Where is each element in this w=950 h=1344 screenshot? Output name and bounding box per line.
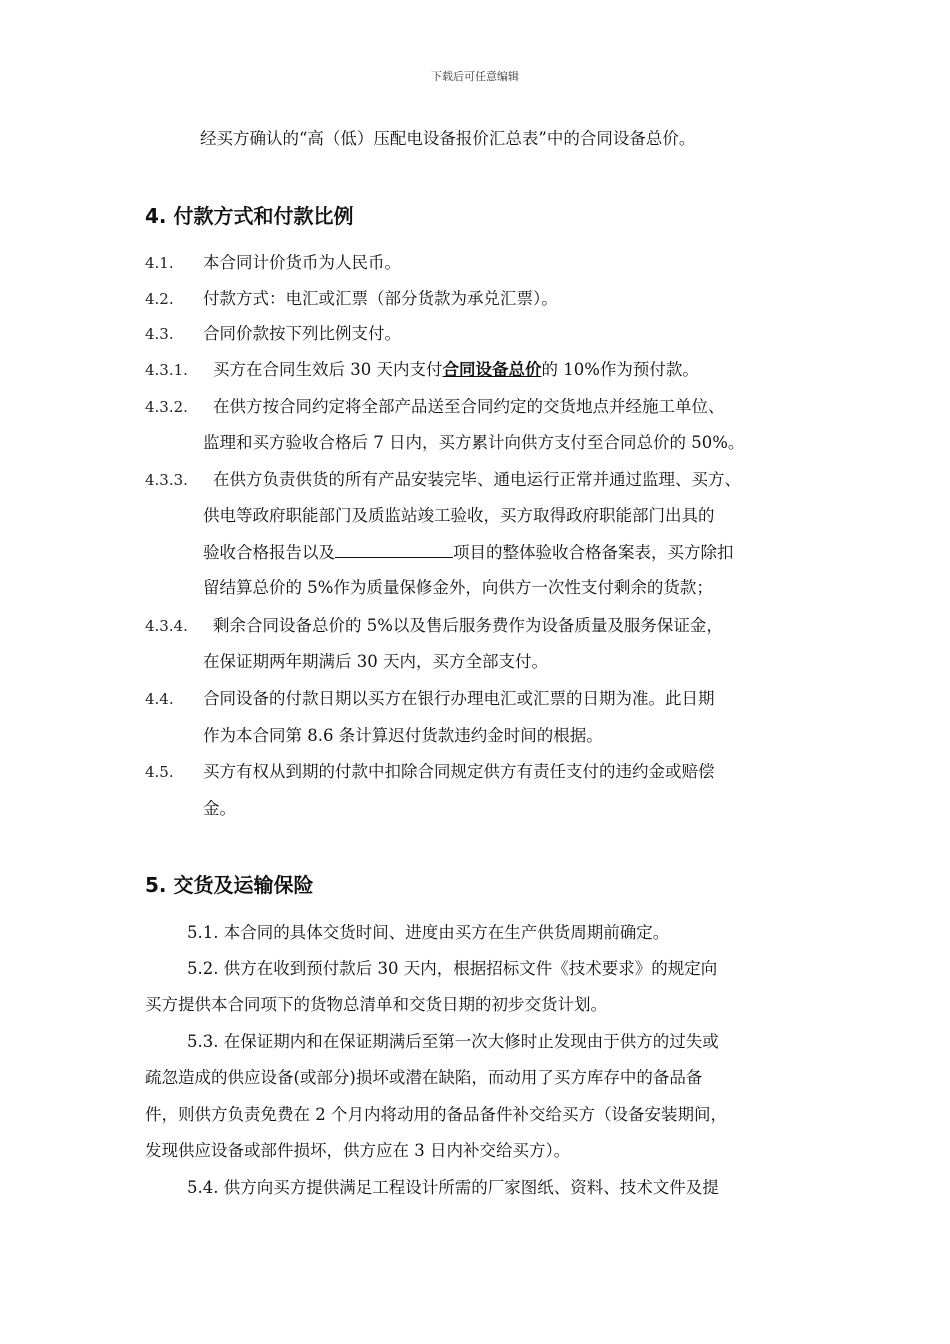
paragraph-text: 5.2. 供方在收到预付款后 30 天内，根据招标文件《技术要求》的规定向: [187, 959, 718, 978]
clause-text: 在供方按合同约定将全部产品送至合同约定的交货地点并经施工单位、: [213, 397, 725, 416]
paragraph-text: 买方提供本合同项下的货物总清单和交货日期的初步交货计划。: [145, 995, 607, 1014]
clause-number: 4.5.: [145, 763, 174, 781]
clause-text: 合同价款按下列比例支付。: [203, 324, 401, 343]
paragraph-text: 件，则供方负责免费在 2 个月内将动用的备品备件补交给买方（设备安装期间，: [145, 1105, 727, 1124]
clause-text-post: 的 10%作为预付款。: [541, 360, 699, 379]
clause-number: 4.3.3.: [145, 471, 188, 489]
clause-text: 作为本合同第 8.6 条计算迟付货款违约金时间的根据。: [203, 726, 603, 745]
paragraph-text: 5.1. 本合同的具体交货时间、进度由买方在生产供货周期前确定。: [187, 923, 670, 942]
clause-number: 4.4.: [145, 690, 174, 708]
clause-number: 4.3.: [145, 325, 174, 343]
paragraph-text: 5.4. 供方向买方提供满足工程设计所需的厂家图纸、资料、技术文件及提: [187, 1178, 719, 1197]
clause-text-part: 验收合格报告以及: [203, 543, 335, 562]
clause-text: 本合同计价货币为人民币。: [203, 253, 401, 272]
clause-number: 4.2.: [145, 290, 174, 308]
clause-text: 供电等政府职能部门及质监站竣工验收，买方取得政府职能部门出具的: [203, 506, 715, 525]
emphasized-term: 合同设备总价: [442, 360, 542, 379]
clause-text: 监理和买方验收合格后 7 日内，买方累计向供方支付至合同总价的 50%。: [203, 433, 745, 452]
clause-text: 付款方式：电汇或汇票（部分货款为承兑汇票）。: [203, 289, 558, 308]
clause-text: 留结算总价的 5%作为质量保修金外，向供方一次性支付剩余的货款；: [203, 578, 713, 597]
paragraph-text: 疏忽造成的供应设备(或部分)损坏或潜在缺陷，而动用了买方库存中的备品备: [145, 1068, 703, 1087]
clause-text: 买方有权从到期的付款中扣除合同规定供方有责任支付的违约金或赔偿: [203, 762, 715, 781]
section-5-heading: 5. 交货及运输保险: [145, 873, 314, 897]
page-header-note: 下载后可任意编辑: [431, 70, 519, 83]
clause-text: 在保证期两年期满后 30 天内，买方全部支付。: [203, 652, 548, 671]
clause-number: 4.3.4.: [145, 617, 188, 635]
clause-text: 金。: [203, 799, 236, 818]
paragraph-text: 5.3. 在保证期内和在保证期满后至第一次大修时止发现由于供方的过失或: [187, 1032, 719, 1051]
clause-text: 合同设备的付款日期以买方在银行办理电汇或汇票的日期为准。此日期: [203, 689, 715, 708]
section-4-heading: 4. 付款方式和付款比例: [145, 204, 354, 228]
clause-text: [203, 541, 734, 564]
paragraph-text: 发现供应设备或部件损坏，供方应在 3 日内补交给买方）。: [145, 1141, 571, 1160]
clause-number: 4.1.: [145, 254, 174, 272]
intro-text: 经买方确认的“高（低）压配电设备报价汇总表”中的合同设备总价。: [200, 129, 696, 148]
clause-text-pre: 买方在合同生效后 30 天内支付: [213, 360, 443, 379]
fill-in-blank: [335, 541, 453, 558]
clause-text: [213, 359, 699, 381]
clause-text-part: 项目的整体验收合格备案表，买方除扣: [453, 543, 734, 562]
clause-number: 4.3.1.: [145, 361, 188, 379]
clause-text: 在供方负责供货的所有产品安装完毕、通电运行正常并通过监理、买方、: [213, 470, 741, 489]
clause-number: 4.3.2.: [145, 398, 188, 416]
clause-text: 剩余合同设备总价的 5%以及售后服务费作为设备质量及服务保证金，: [213, 616, 723, 635]
